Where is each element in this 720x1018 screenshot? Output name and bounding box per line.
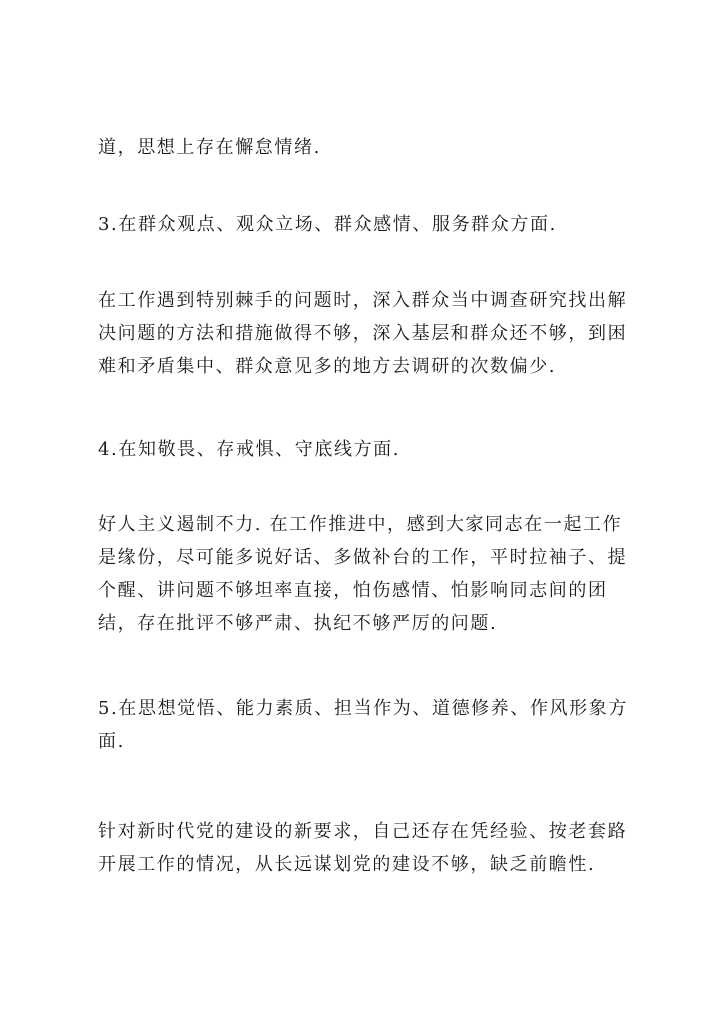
paragraph-body: 在工作遇到特别棘手的问题时，深入群众当中调查研究找出解决问题的方法和措施做得不够，深入基层和群众还不够，到困难和矛盾集中、群众意见多的地方去调研的次数偏少.: [98, 290, 628, 377]
paragraph-body: 针对新时代党的建设的新要求，自己还存在凭经验、按老套路开展工作的情况，从长远谋划党的建设不够，缺乏前瞻性.: [98, 821, 628, 875]
section-heading-5: 5.在思想觉悟、能力素质、担当作为、道德修养、作风形象方面.: [98, 698, 628, 752]
section-heading-3: 3.在群众观点、观众立场、群众感情、服务群众方面.: [98, 214, 557, 235]
section-heading-4: 4.在知敬畏、存戒惧、守底线方面.: [98, 439, 401, 460]
paragraph-continuation: 道，思想上存在懈怠情绪.: [98, 137, 321, 158]
paragraph-body: 好人主义遏制不力. 在工作推进中，感到大家同志在一起工作是缘份，尽可能多说好话、多做补台的工作，平时拉袖子、提个醒、讲问题不够坦率直接，怕伤感情、怕影响同志间的团结，存在批评不够严肃、执纪不够严厉的问题.: [98, 514, 628, 634]
